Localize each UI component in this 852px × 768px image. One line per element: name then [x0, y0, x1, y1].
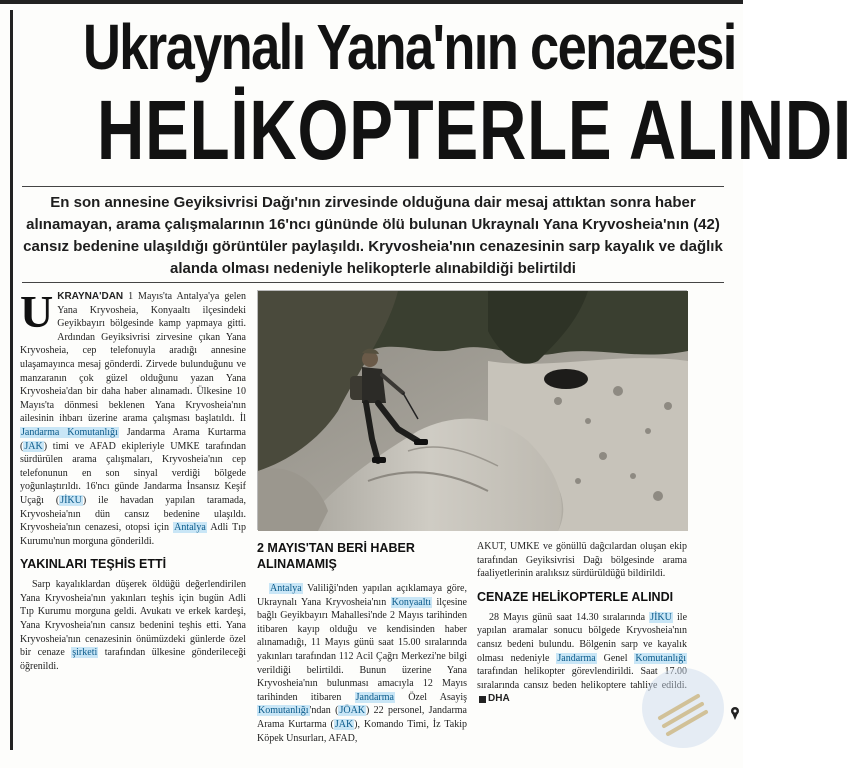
circular-logo-watermark: [642, 668, 724, 748]
subhead-no-news-since-may-2: 2 MAYIS'TAN BERİ HABER ALINAMAMIŞ: [257, 541, 415, 571]
highlight-keyword[interactable]: JİKU: [60, 494, 82, 506]
article-photo: [257, 290, 687, 530]
text-run: ) timi ve AFAD ekipleriyle UMKE tarafından sürdürülen arama çalışmaları, Kryvosheia'nın cep telefonunun en son sinyal verdiği bölgede yoğunlaştırıldı. 16'ncı günde Jandarma İnsansız Keşif Uçağı (: [20, 440, 246, 506]
highlight-keyword[interactable]: Antalya: [270, 583, 302, 594]
article-column-2: [257, 540, 467, 745]
text-run: Sarp kayalıklardan düşerek öldüğü değerlendirilen Yana Kryvosheia'nın yakınları teşhis için bugün Adli Tıp Kurumu morguna geldi. Avukatı ve erkek kardeşi, Yana Kryvosheia'nın cansız bedenini teşhis etti. Yana Kryvosheia'nın cenazesinin önümüzdeki günlerde özel bir cenaze: [20, 579, 246, 659]
highlight-keyword[interactable]: Komutanlığı: [258, 705, 309, 717]
highlight-keyword[interactable]: JİKU: [650, 611, 672, 623]
highlight-keyword[interactable]: JAK: [334, 718, 354, 730]
signature-square-icon: [479, 696, 486, 703]
top-rule: [0, 0, 743, 4]
headline-line-1: Ukraynalı Yana'nın cenazesi: [83, 11, 736, 83]
text-run: Jandarma Arama Kurtarma (: [20, 426, 246, 452]
highlight-keyword[interactable]: Jandarma: [557, 652, 596, 664]
text-run: 28 Mayıs günü saat 14.30 sıralarında: [489, 611, 650, 623]
text-run: tarafından helikopter görevlendirildi. Saat 17.00 sıralarında cansız beden helikoptere tahliye edildi.: [477, 666, 687, 691]
hiker-on-rocky-mountain-photo: [258, 291, 688, 531]
paragraph-search-operations: [257, 582, 467, 745]
highlight-keyword[interactable]: Jandarma: [355, 691, 394, 703]
agency-signature: DHA: [488, 693, 510, 705]
highlight-keyword[interactable]: JAK: [24, 440, 43, 452]
text-run: ) 22 personel, Jandarma Arama Kurtarma (: [257, 705, 467, 730]
highlight-keyword[interactable]: JÖAK: [339, 705, 366, 717]
text-run: Genel: [596, 652, 635, 664]
location-pin-icon[interactable]: [730, 706, 740, 720]
text-run: Valiliği'nden yapılan açıklamaya göre, Ukraynalı Yana Kryvosheia'nın: [257, 583, 467, 608]
text-run: 1 Mayıs'ta Antalya'ya gelen Yana Kryvosheia, Konyaaltı ilçesindeki Geyikbayırı bölgesinde kamp yapmaya gitti. Ardından Geyiksivrisi zirvesine çıkan Yana Kryvosheia, cep telefonuyla aradığı annesine ulaşamayınca mesaj gönderdi. Zirvede bulunduğunu ve manzaranın çok güzel olduğunu yazan Yana Kryvosheia'dan bir daha haber alınamadı. Ülkesine 10 Mayıs'ta dönmesi beklenen Yana Kryvosheia'nın ailesinin ihbarı üzerine arama çalışması başlatıldı. İl: [20, 291, 246, 425]
watermark-logo-icon: [642, 668, 724, 748]
dropcap: U: [20, 286, 54, 337]
paragraph-identification: [20, 578, 246, 673]
text-run: ) ile havadan yapılan taramada, Kryvosheia'nın dün cansız bedenine ulaşıldı. Kryvosheia'nın cenazesi, otopsi için: [20, 494, 246, 534]
highlight-keyword[interactable]: Jandarma Komutanlığı: [21, 426, 118, 438]
text-run: ), Komando Timi, İz Takip Köpek Unsurları, AFAD,: [257, 718, 467, 744]
highlight-keyword[interactable]: Antalya: [174, 522, 206, 534]
left-rule: [10, 10, 13, 750]
deck-top-rule: [22, 186, 724, 187]
paragraph-teams: AKUT, UMKE ve gönüllü dağcılardan oluşan ekip tarafından Geyiksivrisi Dağı bölgesinde arama faaliyetlerinin aralıksız sürdürüldüğü bildirildi.: [477, 541, 687, 580]
deck-bottom-rule: [22, 282, 724, 283]
highlight-keyword[interactable]: şirketi: [72, 647, 98, 659]
text-run: ile yapılan aramalar sonucu bölgede Kryvosheia'nın cansız bedeni bulundu. Bölgenin sarp ve kayalık olması nedeniyle: [477, 611, 688, 664]
text-run: ilçesine bağlı Geyikbayırı Mahallesi'nde 2 Mayıs tarihinden itibaren kayıp olduğu ve kendisinden haber alınamadığı, 11 Mayıs günü saat 15.00 sıralarında yakınları tarafından 112 Acil Çağrı Merkezi'ne bilgi verildiği belirtildi. Bunun üzerine Yana Kryvosheia'nın bulunması amacıyla 12 Mayıs tarihinden itibaren: [257, 596, 467, 703]
paragraph-intro: [20, 286, 247, 548]
highlight-keyword[interactable]: Konyaaltı: [391, 596, 432, 608]
lead-word: KRAYNA'DAN: [57, 291, 124, 302]
text-run: Adli Tıp Kurumu'nun morguna gönderildi.: [20, 522, 247, 547]
subhead-helicopter-retrieval: CENAZE HELİKOPTERLE ALINDI: [477, 589, 674, 604]
text-run: 'ndan (: [309, 705, 339, 717]
text-run: Özel Asayiş: [394, 691, 467, 703]
deck-summary: En son annesine Geyiksivrisi Dağı'nın zirvesinde olduğuna dair mesaj attıktan sonra haber alınamayan, arama çalışmalarının 16'ncı gününde ölü bulunan Ukraynalı Yana Kryvosheia'nın (42) cansız bedenine ulaşıldığı görüntüler paylaşıldı. Kryvosheia'nın cenazesinin sarp kayalık ve dağlık alanda olması nedeniyle helikopterle alınabildiği belirtildi: [23, 194, 723, 277]
text-run: tarafından ülkesine gönderileceği öğrenildi.: [20, 647, 246, 672]
headline-line-2: HELİKOPTERLE ALINDI: [97, 83, 852, 177]
article-column-1: [20, 286, 247, 673]
highlight-keyword[interactable]: Komutanlığı: [635, 652, 686, 664]
subhead-relatives-identified: YAKINLARI TEŞHİS ETTİ: [20, 557, 167, 572]
